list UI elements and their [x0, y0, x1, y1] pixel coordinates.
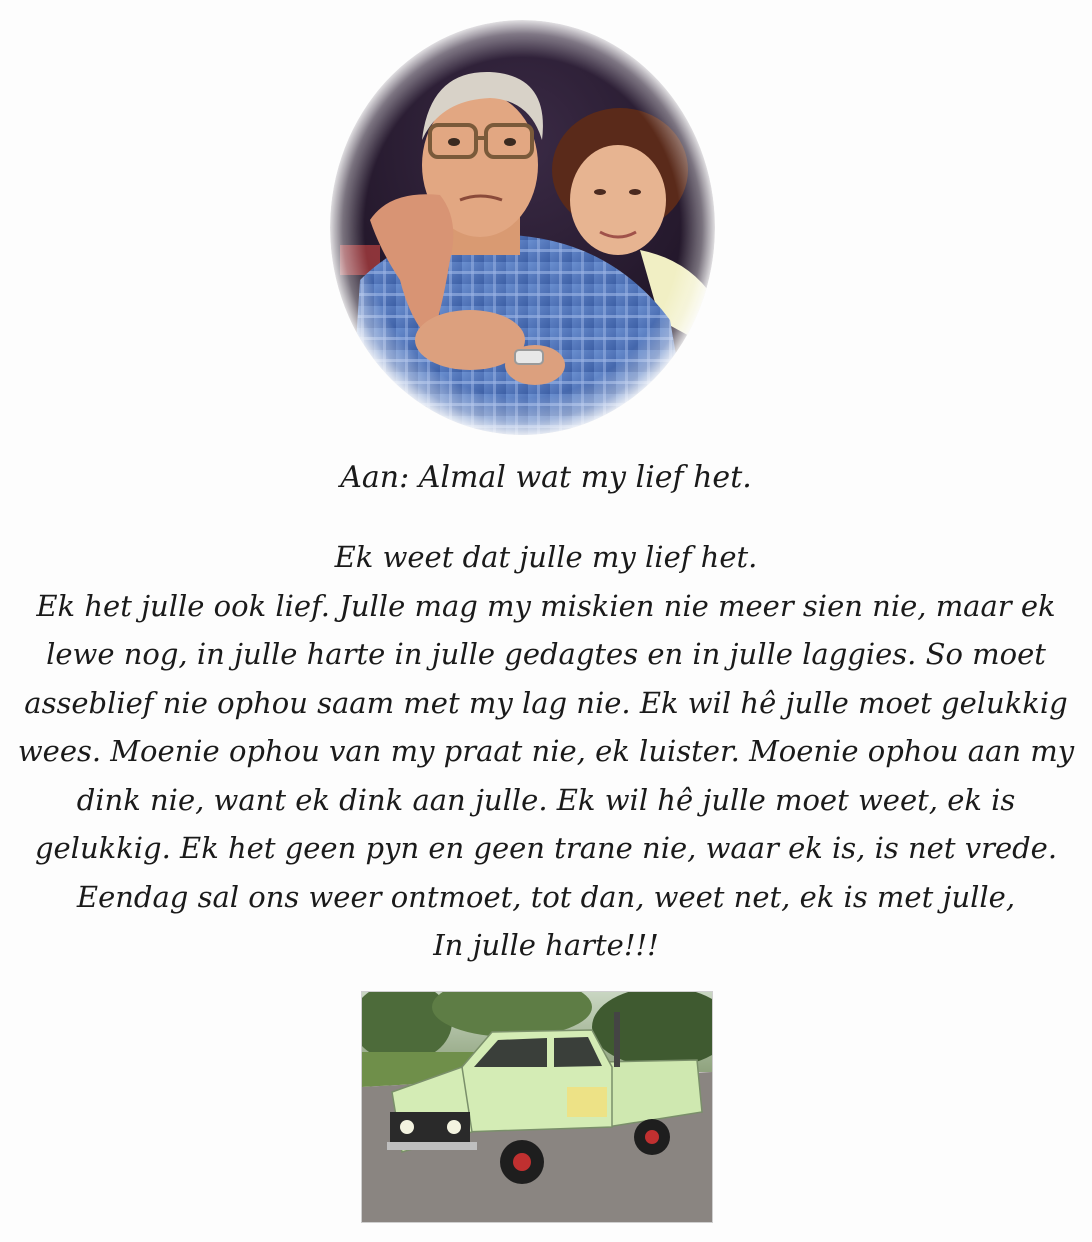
- truck-photo: [362, 992, 712, 1222]
- poem: [0, 533, 1092, 970]
- portrait-photo: [330, 20, 715, 435]
- poem-line: Ek het julle ook lief. Julle mag my miskien nie meer sien nie, maar ek: [36, 588, 1056, 623]
- poem-line: gelukkig. Ek het geen pyn en geen trane nie, waar ek is, is net vrede.: [34, 831, 1058, 865]
- poem-line: asseblief nie ophou saam met my lag nie. Ek wil hê julle moet gelukkig: [24, 685, 1068, 720]
- poem-line: lewe nog, in julle harte in julle gedagtes en in julle laggies. So moet: [46, 637, 1046, 671]
- poem-line: Eendag sal ons weer ontmoet, tot dan, weet net, ek is met julle,: [76, 879, 1016, 914]
- poem-line: wees. Moenie ophou van my praat nie, ek luister. Moenie ophou aan my: [17, 734, 1075, 768]
- poem-line: dink nie, want ek dink aan julle. Ek wil hê julle moet weet, ek is: [76, 782, 1016, 817]
- salutation: Aan: Almal wat my lief het.: [340, 460, 752, 495]
- poem-line: Ek weet dat julle my lief het.: [334, 540, 758, 574]
- poem-line: In julle harte!!!: [433, 928, 659, 962]
